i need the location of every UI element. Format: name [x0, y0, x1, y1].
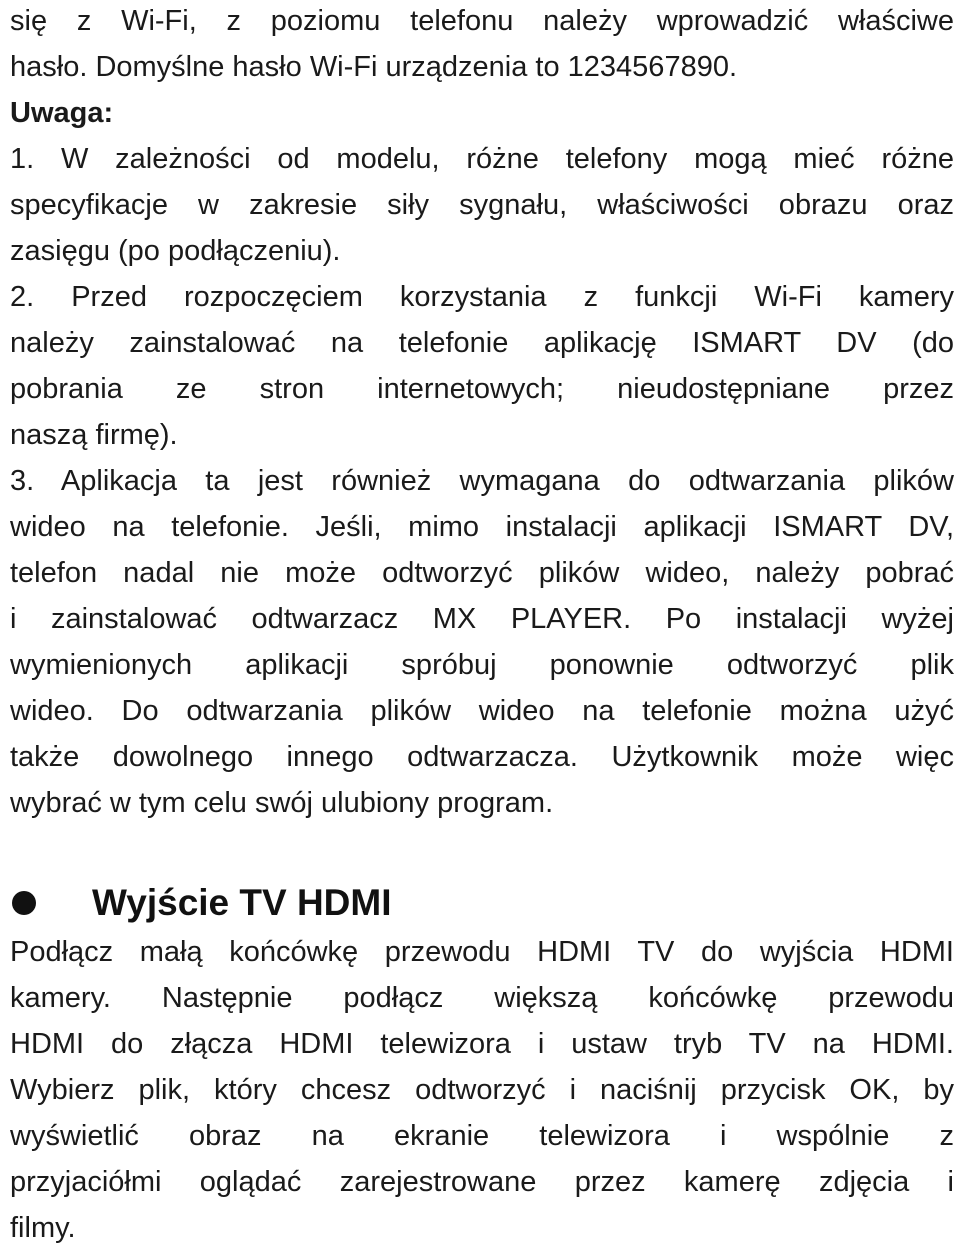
hdmi-line-3: HDMI do złącza HDMI telewizora i ustaw tryb TV na HDMI. — [10, 1028, 954, 1060]
hdmi-line-6: przyjaciółmi oglądać zarejestrowane przez kamerę zdjęcia i — [10, 1166, 954, 1198]
note-item-2-line-2: należy zainstalować na telefonie aplikację ISMART DV (do — [10, 327, 954, 359]
note-item-3-line-7: także dowolnego innego odtwarzacza. Użytkownik może więc — [10, 741, 954, 773]
hdmi-line-5: wyświetlić obraz na ekranie telewizora i wspólnie z — [10, 1120, 954, 1152]
hdmi-line-4: Wybierz plik, który chcesz odtworzyć i naciśnij przycisk OK, by — [10, 1074, 954, 1106]
note-item-3-line-8: wybrać w tym celu swój ulubiony program. — [10, 787, 554, 819]
note-item-2-line-4: naszą firmę). — [10, 419, 178, 451]
hdmi-line-1: Podłącz małą końcówkę przewodu HDMI TV do wyjścia HDMI — [10, 936, 954, 968]
section-heading — [10, 880, 392, 926]
note-item-3-line-4: i zainstalować odtwarzacz MX PLAYER. Po instalacji wyżej — [10, 603, 954, 635]
note-item-3-line-1: 3. Aplikacja ta jest również wymagana do odtwarzania plików — [10, 465, 954, 497]
note-item-1-line-3: zasięgu (po podłączeniu). — [10, 235, 341, 267]
hdmi-line-7: filmy. — [10, 1212, 76, 1244]
note-item-1-line-1: 1. W zależności od modelu, różne telefony mogą mieć różne — [10, 143, 954, 175]
hdmi-line-2: kamery. Następnie podłącz większą końcówkę przewodu — [10, 982, 954, 1014]
intro-line-2: hasło. Domyślne hasło Wi-Fi urządzenia to 1234567890. — [10, 51, 738, 83]
note-item-1-line-2: specyfikacje w zakresie siły sygnału, właściwości obrazu oraz — [10, 189, 954, 221]
note-item-3-line-5: wymienionych aplikacji spróbuj ponownie odtworzyć plik — [10, 649, 954, 681]
intro-line-1: się z Wi-Fi, z poziomu telefonu należy wprowadzić właściwe — [10, 5, 954, 37]
note-item-3-line-3: telefon nadal nie może odtworzyć plików wideo, należy pobrać — [10, 557, 954, 589]
note-item-3-line-6: wideo. Do odtwarzania plików wideo na telefonie można użyć — [10, 695, 954, 727]
note-item-2-line-3: pobrania ze stron internetowych; nieudostępniane przez — [10, 373, 954, 405]
section-heading-text: Wyjście TV HDMI — [92, 882, 392, 923]
note-item-3-line-2: wideo na telefonie. Jeśli, mimo instalacji aplikacji ISMART DV, — [10, 511, 954, 543]
bullet-icon — [12, 891, 36, 915]
note-item-2-line-1: 2. Przed rozpoczęciem korzystania z funkcji Wi-Fi kamery — [10, 281, 954, 313]
note-title: Uwaga: — [10, 97, 114, 129]
